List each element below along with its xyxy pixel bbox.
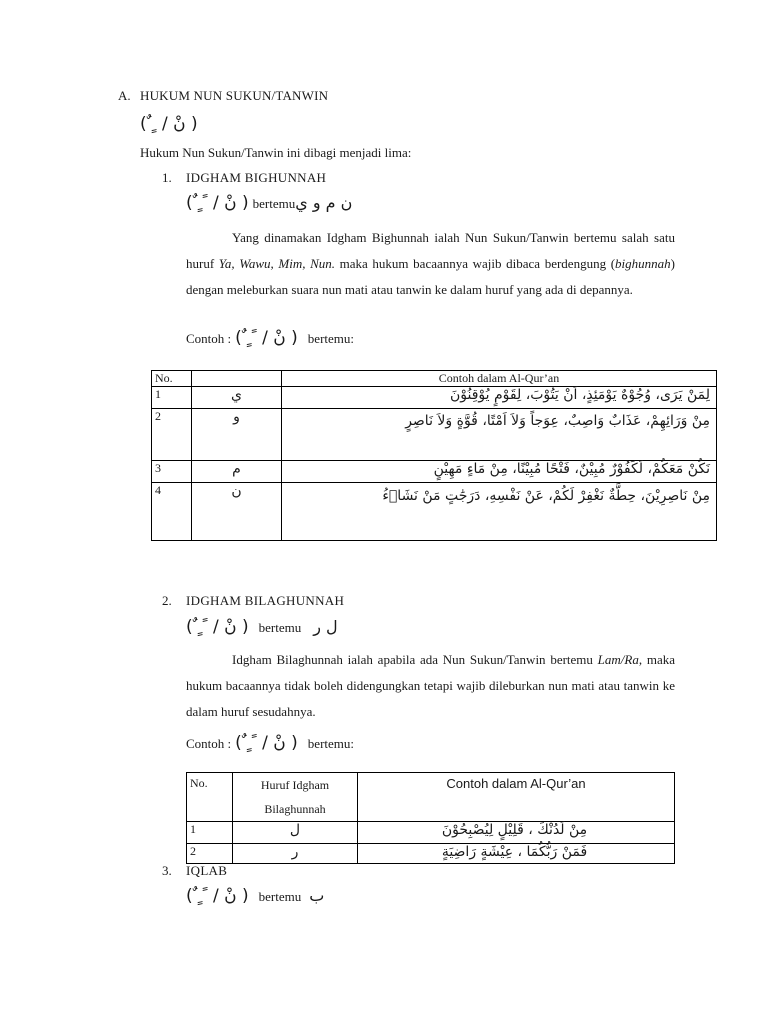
table-row: [152, 409, 717, 461]
description-text: Yang dinamakan Idgham Bighunnah ialah Nun Sukun/Tanwin bertemu salah satu huruf: [186, 230, 675, 271]
row-number: 2: [187, 844, 233, 864]
contoh-line: [186, 328, 354, 348]
description-text: Idgham Bilaghunnah ialah apabila ada Nun Sukun/Tanwin bertemu: [232, 652, 598, 667]
section-marker: A.: [118, 88, 131, 103]
section-intro: Hukum Nun Sukun/Tanwin ini dibagi menjadi lima:: [140, 145, 412, 160]
row-number: 3: [152, 461, 192, 483]
row-letter: م: [192, 461, 282, 483]
header-cell: Huruf Idgham Bilaghunnah: [233, 773, 358, 822]
item-title: IDGHAM BIGHUNNAH: [186, 170, 327, 185]
section-title: HUKUM NUN SUKUN/TANWIN: [140, 88, 329, 103]
row-number: 1: [152, 387, 192, 409]
contoh-line: [186, 733, 354, 753]
examples-table: [186, 772, 675, 864]
description-italic: Lam/Ra: [597, 652, 639, 667]
header-cell: No.: [152, 371, 192, 387]
description-italic: bighunnah: [615, 256, 671, 271]
tanwin-symbol: ( ٌ ٍ ً / نْ ): [235, 328, 298, 348]
row-letter: ل: [233, 822, 358, 844]
row-example: مِنْ وَرَائِهِمْ، عَذَابٌ وَاصِبٌ، عِوَجاً وَلاَ اَمْتًا، قُوَّةٍ وَلاَ نَاصِرٍ: [282, 409, 717, 461]
tanwin-symbol: ( ٌ ٍ ً / نْ ): [186, 617, 249, 637]
arabic-letters: ل ر: [313, 617, 338, 636]
description-italic: Ya, Wawu, Mim, Nun.: [218, 256, 336, 271]
header-cell: Contoh dalam Al-Qur’an: [358, 773, 675, 822]
table-row: [152, 387, 717, 409]
examples-table: [151, 370, 717, 541]
row-example: لِمَنْ يَرَى، وُجُوْهٌ يَوْمَئِذٍ، اَنْ يَتُوْبَ، لِقَوْمٍ يُوْقِنُوْنَ: [282, 387, 717, 409]
table-row: [187, 822, 675, 844]
contoh-label: Contoh :: [186, 331, 232, 346]
contoh-label: Contoh :: [186, 736, 232, 751]
arabic-letters: ب: [309, 886, 325, 905]
row-number: 4: [152, 483, 192, 541]
row-example: نَكُنْ مَعَكُمْ، لَكَفُوْرٌ مُبِيْنٌ، فَتْحًا مُبِيْنًا، مِنْ مَاءٍ مَهِيْنٍ: [282, 461, 717, 483]
rule-line: [186, 193, 352, 213]
header-cell: No.: [187, 773, 233, 822]
header-cell: Contoh dalam Al-Qur’an: [282, 371, 717, 387]
row-example: فَمَنْ رَبُّكُمَا ، عِيْشَةٍ رَاضِيَةٍ: [358, 844, 675, 864]
table-row: [152, 461, 717, 483]
bertemu-label: bertemu: [258, 889, 302, 904]
row-letter: و: [192, 409, 282, 461]
description-paragraph: [186, 225, 675, 303]
table-row: [152, 483, 717, 541]
table-header-row: [152, 371, 717, 387]
row-example: مِنْ نَاصِرِيْنَ، حِطَّةٌ نَغْفِرْ لَكُمْ، عَنْ نَفْسِهِ، دَرَجَٰتٍ مَنْ نَشَاۤءُ: [282, 483, 717, 541]
bertemu-label: bertemu:: [307, 331, 355, 346]
description-text: maka hukum bacaannya wajib dibaca berdengung (: [335, 256, 616, 271]
item-number: 2.: [162, 593, 172, 608]
table-row: [187, 844, 675, 864]
item-number: 3.: [162, 863, 172, 878]
arabic-letters: ن م و ي: [295, 193, 353, 212]
bertemu-label: bertemu: [258, 620, 302, 635]
row-letter: ر: [233, 844, 358, 864]
tanwin-symbol: ( ٌ ٍ ً / نْ ): [186, 886, 249, 906]
item-title: IQLAB: [186, 863, 228, 878]
row-number: 2: [152, 409, 192, 461]
table-header-row: [187, 773, 675, 822]
bertemu-label: bertemu: [252, 196, 296, 211]
tanwin-symbol: ( ٌ ٍ ً / نْ ): [186, 193, 249, 213]
header-cell: [192, 371, 282, 387]
description-text: ) dengan meleburkan suara nun mati atau tanwin ke dalam huruf yang ada di depannya.: [186, 256, 676, 297]
item-number: 1.: [162, 170, 172, 185]
row-number: 1: [187, 822, 233, 844]
bertemu-label: bertemu:: [307, 736, 355, 751]
description-text: , maka hukum bacaannya tidak boleh didengungkan tetapi wajib dileburkan nun mati atau tanwin ke dalam huruf sesudahnya.: [186, 652, 676, 719]
item-title: IDGHAM BILAGHUNNAH: [186, 593, 345, 608]
rule-line: [186, 886, 324, 906]
row-letter: ن: [192, 483, 282, 541]
description-paragraph: [186, 647, 675, 725]
row-example: مِنْ لَدُنْكَ ، قَلِيْلٍ لِيُصْبِحُوْنَ: [358, 822, 675, 844]
tanwin-symbol: ( ٌ ٍ ً / نْ ): [235, 733, 298, 753]
section-symbol: ( ٌ ٍ / نْ ): [140, 114, 198, 134]
row-letter: ي: [192, 387, 282, 409]
rule-line: [186, 617, 338, 637]
